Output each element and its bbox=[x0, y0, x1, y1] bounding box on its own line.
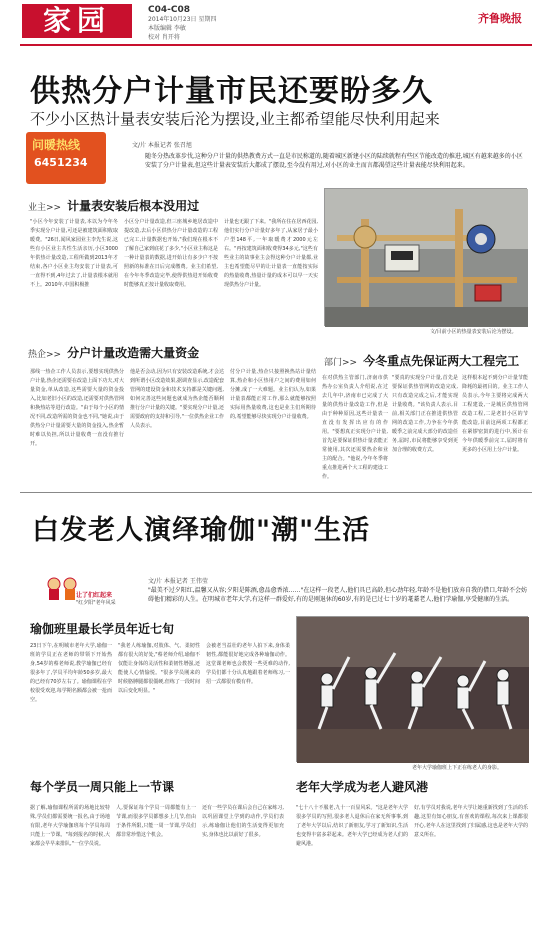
section-tag: 部门>> bbox=[324, 358, 358, 368]
story2-s1-col2: "我老人练瑜伽,对肢体、气、柔韧性都有很大的好处,"蔡老师介绍,瑜伽不仅能让身体的灵活性和柔韧性增强,还能使人心情愉悦。"很多学员刚来的时候胳膊腿都很僵硬,但练了一段时间以后变化明显。" bbox=[118, 643, 200, 694]
hotline-title: 问暖热线 bbox=[32, 138, 81, 152]
section-tag: 业主>> bbox=[28, 203, 62, 213]
page-code: C04-C08 bbox=[148, 5, 190, 15]
proofreader-credit: 校对 肖开将 bbox=[148, 34, 180, 41]
story2-byline: 文/片 本报记者 王伟莹 bbox=[148, 578, 208, 585]
story1-s3-col2: "要真的实现分户计量,首先是要保证供热管网的改造完成,只有改造完成之后,才能实现计量收费。"该负责人表示,目前,相关部门正在推进供热管网的改造工作,力争在今年供暖季之前完成大部分的改造任务,届时,市民将能够享受到更加合理的收费方式。 bbox=[392, 375, 458, 453]
masthead-info bbox=[148, 6, 216, 42]
story1-s2-col2: 他是否会动,因为只有安装改造系统,才会达到所谓小区改造效果,据调查显示,改造配套管网的建设资金和技术支持都是关键问题,如何完善这些问题也就成为热企能否顺利推行分户计量的关键。"要实现分户计量,还需要政府的支持和引导,"一位供热企业工作人员表示。 bbox=[130, 369, 224, 429]
masthead bbox=[0, 0, 550, 50]
yoga-class-illustration bbox=[297, 617, 529, 763]
story2-headline: 白发老人演绎瑜伽"潮"生活 bbox=[32, 515, 371, 546]
story1-s2-col1: 那线一热企工作人员表示,要想实现供热分户计量,热企还需要在改造上面下功夫,对大量资金,单从改造,这些需要大量的资金投入,比如老旧小区的改造,还需要对供热管网和换热站等进行改造。"由于每个小区的情况不同,改造所需的资金也不同,"她说,由于供热分户计量需要大量的资金投入,热企暂时难以负担,所以计量收费一直没有推行开。 bbox=[30, 369, 124, 447]
story2-s1-col1: 23日下午,在明城市老年大学,瑜伽一班的学员正在老师的带领下开始热身,54岁的蔡老师说,教学瑜伽已经有很多年了,学员平均年龄50多岁,最大的已经有70岁左右了。瑜伽课程在学校很受欢迎,每学期名额都会被一抢而空。 bbox=[30, 643, 112, 703]
section-logo: 家园 bbox=[22, 4, 132, 38]
story2-s3-col1: "七十八十不服老,九十一百显风采。"这是老年大学很多学员的写照,很多老人退休后在家无所事事,到了老年大学以后,结识了新朋友,学习了新知识,生活也变得丰富多彩起来。老年大学已经成为老人们的避风港。 bbox=[296, 805, 408, 847]
story2-s3-col2: 好,有学员对我说,老年大学让她重新找到了生活的乐趣,这里有知心朋友,有喜欢的课程,每次来上课都很开心,老年人在这里找到了归属感,这也是老年大学的意义所在。 bbox=[414, 805, 528, 838]
section-title: 计量表安装后根本没用过 bbox=[67, 199, 200, 213]
section-title: 今冬重点先保证两大工程完工 bbox=[363, 354, 520, 368]
story2-section2-heading: 每个学员一周只能上一节课 bbox=[30, 780, 175, 794]
radiator-meter-illustration bbox=[325, 189, 528, 327]
story1-lead: 随冬分热改革步伐,这种分户计量的供热教费方式一直是市民称道的,随着城区新建小区的陆续就程有些区节能改造的推进,城区有越来越多的小区安装了分户计量表,但这些计量表安装后大都成了摆设,至今没有用过,对小区的业主而言都渴望这些计量表能尽快利用起来。 bbox=[145, 153, 523, 169]
story1-section3-heading bbox=[324, 352, 519, 369]
story1-headline: 供热分户计量市民还要盼多久 bbox=[30, 74, 433, 109]
story2-s2-col2: 人,要保证每个学员一周都能有上一节课,而很多学员都想多上几节,但由于条件所限,只能一周一节课,学员们都非常珍惜这个机会。 bbox=[116, 805, 196, 838]
story1-s3-col3: 这样根本起不到分户计量节能降耗的最初目的。业主工作人员表示,今年主要将完成两大工程建设,一是城区供热管网改造工程,二是老旧小区的节能改造,目前这两项工程都正在紧锣密鼓的进行中,预计在今年供暖季前完工,届时将有更多的小区用上分户计量。 bbox=[462, 375, 528, 453]
newspaper-name: 齐鲁晚报 bbox=[478, 12, 522, 25]
story1-s1-col1: "小区今年安装了计量表,本以为今年冬季实现分户计量,可还是被建筑面积收取暖费。"26日,闻风家园业主李先生说,这些有小区业主共性生活亲历,小区3000年供热计量改造,工程所做到2013年才结束,各户小区业主均安装了计量表,可一直得不到,4年过去了,计量表根本就用不上。2010年,中国积极推 bbox=[30, 219, 118, 288]
section-title: 分户计量改造需大量资金 bbox=[67, 346, 200, 360]
editor-credit: 本版编辑 李敏 bbox=[148, 25, 186, 32]
yoga-class-photo bbox=[296, 616, 528, 762]
story1-section1-heading bbox=[28, 197, 199, 214]
masthead-rule bbox=[20, 44, 532, 46]
story1-s3-col1: 在对供热主管部门,济南市供热办公室负责人介绍说,在过去几年中,济南市已完成了大量的供热计量改造工作,但是由于种种原因,这些计量表一直没有发挥出应有的作用。"要想真正实现分户计量,首先是要保证供热计量表能正常使用,其次还需要热企和业主的配合。"他说,今年冬季将重点推进两个大工程的建设工作。 bbox=[322, 375, 388, 480]
story1-s2-col3: 付分户计量,热企只接照换热站计量结算,热企和小区热用户之间的费用如何分摊,成了一大难题。业主们认为,如果计量表都能正常工作,那么就能够按照实际用热量收费,这也是业主们所期待的,希望能够尽快实现分户计量收费。 bbox=[230, 369, 316, 420]
story-divider bbox=[20, 492, 532, 493]
photo2-caption: 老年大学瑜伽班上下正在练老人的身影。 bbox=[412, 765, 503, 771]
section-tag: 热企>> bbox=[28, 350, 62, 360]
story2-section1-heading: 瑜伽班里最长学员年近七旬 bbox=[30, 622, 175, 636]
cartoon-title: 让了们红起来 bbox=[76, 592, 113, 599]
cartoon-subtitle: "红夕阳"老年风采 bbox=[76, 600, 116, 606]
story1-subheadline: 不少小区热计量表安装后沦为摆设,业主都希望能尽快利用起来 bbox=[30, 110, 440, 128]
story1-s1-col2: 小区分户计量改造,但三座城乡地居改造中提改造,去后小区供热分户计量改造的工程已完工,计量数据也开始,"我们现在根本不了解自己家到底花了多少,"小区业主称这是一种计量表的数据,进开始让有多少户不按照新的标准在日后完成缴费。业主们希望,在今年冬季改造完毕,使得供热进开始收费时能够真正按计量收取费用。 bbox=[124, 219, 218, 288]
issue-date: 2014年10月23日 星期四 bbox=[148, 16, 217, 23]
story2-s2-col1: 据了解,瑜伽课程所需的场地比较特殊,学员们都需要统一报名,由于场地有限,老年大学瑜伽班每个学员每周只能上一节课。"每到报名的时候,大家都会早早来排队,"一位学员说。 bbox=[30, 805, 110, 847]
story2-s1-col3: 会被老当益壮的老年人拍下来,身体柔韧性,都能很好地完成各种瑜伽动作。这堂课老师也会教授一些更难的动作,学员们都十分认真地跟着老师练习,一招一式都很有模有样。 bbox=[206, 643, 290, 685]
radiator-meter-photo bbox=[324, 188, 527, 326]
story2-s2-col3: 还有一些学员在课后会自己在家练习,以巩固课堂上学到的动作,学员们表示,练瑜伽让他们的生活变得更加充实,身体也比以前好了很多。 bbox=[202, 805, 284, 838]
story2-section3-heading: 老年大学成为老人避风港 bbox=[296, 780, 429, 794]
story1-byline: 文/片 本报记者 张召旭 bbox=[132, 142, 192, 149]
photo1-caption: 文/目前小区的热量表安装后沦为摆设。 bbox=[430, 329, 517, 335]
story1-s1-col3: 计量也无跟了下来。"我所在住在居西花园,他们实行分户计量好多年了,从家居子最小户型148平,一年取暖费才2000元左右。"再按建筑面积收费得34多元,"这些有些业主的故事业主会得这种分户计量都,业主也希望能尽早的让计量表一直能按实际的热量收费,热量计量的成本可以早一天实现供热分户计量。 bbox=[224, 219, 318, 288]
hotline-number: 6451234 bbox=[34, 156, 88, 169]
story2-lead: "最美不过夕阳红,温馨又从容;夕阳是陈酒,愈品愈香浓……"在这样一段老人,他们具已高龄,但心劲年轻,年龄不是他们放弃自我的借口,年龄不会妨碍他们精彩的人生。在明城市老年大学,有这样一群爱好,有的是刚退休的60岁,有的是已过七十岁的耄耋老人,他们学瑜伽,享受健康的生活。 bbox=[148, 587, 527, 603]
story1-section2-heading bbox=[28, 344, 199, 361]
